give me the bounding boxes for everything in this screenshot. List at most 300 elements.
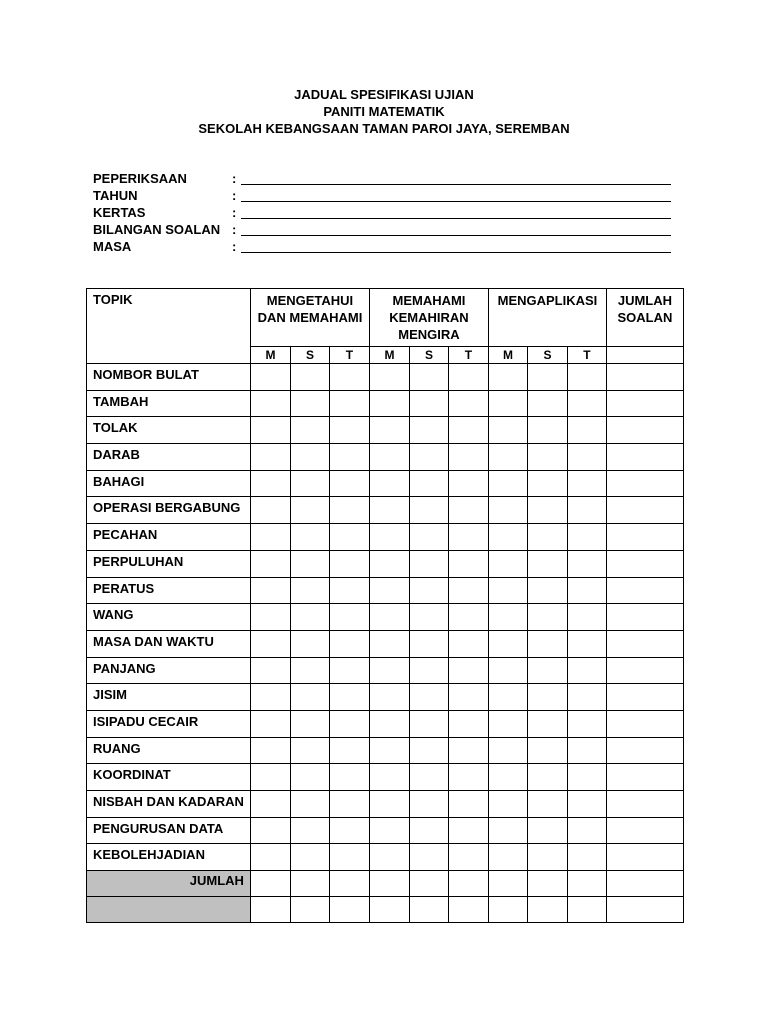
table-cell[interactable] (290, 470, 329, 497)
table-cell[interactable] (290, 764, 329, 791)
total-header-line: JUMLAH (617, 293, 673, 308)
table-cell[interactable] (409, 710, 448, 737)
table-cell[interactable] (369, 604, 409, 631)
table-cell[interactable] (290, 817, 329, 844)
table-row (87, 657, 684, 684)
table-cell[interactable] (567, 417, 606, 444)
table-cell[interactable] (409, 550, 448, 577)
table-cell[interactable] (250, 630, 290, 657)
table-cell[interactable] (488, 897, 527, 923)
table-cell[interactable] (606, 657, 683, 684)
table-cell[interactable] (527, 524, 567, 551)
table-cell[interactable] (329, 364, 369, 391)
table-cell[interactable] (409, 604, 448, 631)
sub-header-cell: S (527, 347, 567, 364)
table-cell[interactable] (250, 684, 290, 711)
table-row (87, 844, 684, 871)
table-cell[interactable] (606, 444, 683, 471)
topic-cell: BAHAGI (87, 470, 251, 497)
sub-header-cell: T (448, 347, 488, 364)
table-cell[interactable] (606, 470, 683, 497)
table-cell[interactable] (329, 550, 369, 577)
table-cell[interactable] (567, 897, 606, 923)
table-cell[interactable] (290, 604, 329, 631)
table-row (87, 524, 684, 551)
field-blank-line[interactable] (241, 184, 671, 185)
table-cell[interactable] (567, 710, 606, 737)
table-cell[interactable] (606, 630, 683, 657)
table-cell[interactable] (369, 791, 409, 818)
table-cell[interactable] (567, 817, 606, 844)
table-cell[interactable] (527, 630, 567, 657)
table-cell[interactable] (290, 844, 329, 871)
table-cell[interactable] (606, 871, 683, 897)
table-cell[interactable] (606, 844, 683, 871)
table-cell[interactable] (329, 817, 369, 844)
topic-cell: WANG (87, 604, 251, 631)
table-cell[interactable] (488, 791, 527, 818)
table-cell[interactable] (527, 897, 567, 923)
table-cell[interactable] (527, 577, 567, 604)
table-cell[interactable] (250, 470, 290, 497)
table-cell[interactable] (488, 710, 527, 737)
table-cell[interactable] (567, 524, 606, 551)
table-cell[interactable] (290, 577, 329, 604)
table-cell[interactable] (250, 657, 290, 684)
table-cell[interactable] (329, 710, 369, 737)
table-cell[interactable] (606, 577, 683, 604)
table-cell[interactable] (527, 710, 567, 737)
group-header-line: MEMAHAMI (392, 293, 466, 308)
table-cell[interactable] (567, 550, 606, 577)
table-cell[interactable] (409, 630, 448, 657)
table-cell[interactable] (606, 550, 683, 577)
table-cell[interactable] (369, 710, 409, 737)
table-cell[interactable] (527, 390, 567, 417)
table-cell[interactable] (369, 497, 409, 524)
table-cell[interactable] (290, 737, 329, 764)
table-row (87, 550, 684, 577)
table-cell[interactable] (290, 417, 329, 444)
table-row (87, 737, 684, 764)
grey-row (87, 897, 684, 923)
table-cell[interactable] (606, 417, 683, 444)
table-row (87, 791, 684, 818)
total-header-line: SOALAN (617, 310, 673, 325)
sub-header-cell: T (329, 347, 369, 364)
table-cell[interactable] (606, 737, 683, 764)
table-row (87, 497, 684, 524)
table-cell[interactable] (290, 897, 329, 923)
table-cell[interactable] (329, 497, 369, 524)
table-cell[interactable] (250, 737, 290, 764)
table-cell[interactable] (250, 897, 290, 923)
table-cell[interactable] (488, 684, 527, 711)
table-cell[interactable] (488, 737, 527, 764)
table-cell[interactable] (369, 364, 409, 391)
table-cell[interactable] (409, 417, 448, 444)
group-header-line: DAN MEMAHAMI (257, 310, 363, 325)
field-row (93, 204, 673, 221)
table-cell[interactable] (567, 657, 606, 684)
table-cell[interactable] (290, 630, 329, 657)
table-cell[interactable] (369, 817, 409, 844)
table-cell[interactable] (250, 844, 290, 871)
table-cell[interactable] (409, 871, 448, 897)
table-cell[interactable] (329, 844, 369, 871)
table-cell[interactable] (409, 897, 448, 923)
group-header-memahami (369, 289, 488, 347)
topic-cell: KOORDINAT (87, 764, 251, 791)
table-cell[interactable] (290, 444, 329, 471)
table-cell[interactable] (448, 844, 488, 871)
table-cell[interactable] (448, 417, 488, 444)
table-cell[interactable] (606, 364, 683, 391)
table-cell[interactable] (250, 710, 290, 737)
table-cell[interactable] (448, 630, 488, 657)
sub-header-cell: S (409, 347, 448, 364)
group-header-mengetahui (250, 289, 369, 347)
table-cell[interactable] (448, 897, 488, 923)
table-cell[interactable] (448, 737, 488, 764)
field-blank-line[interactable] (241, 201, 671, 202)
field-blank-line[interactable] (241, 235, 671, 236)
table-cell[interactable] (567, 364, 606, 391)
table-cell[interactable] (369, 470, 409, 497)
table-cell[interactable] (369, 524, 409, 551)
topic-cell: PECAHAN (87, 524, 251, 551)
table-cell[interactable] (448, 791, 488, 818)
table-cell[interactable] (448, 577, 488, 604)
field-label: KERTAS (93, 205, 146, 220)
group-header-line: MENGAPLIKASI (497, 293, 598, 308)
topic-cell: NISBAH DAN KADARAN (87, 791, 251, 818)
table-cell[interactable] (329, 764, 369, 791)
table-cell[interactable] (527, 444, 567, 471)
table-cell[interactable] (606, 764, 683, 791)
table-cell[interactable] (329, 417, 369, 444)
table-cell[interactable] (250, 390, 290, 417)
table-cell[interactable] (369, 737, 409, 764)
table-cell[interactable] (290, 550, 329, 577)
table-cell[interactable] (606, 791, 683, 818)
table-cell[interactable] (606, 817, 683, 844)
table-cell[interactable] (250, 550, 290, 577)
table-cell[interactable] (448, 497, 488, 524)
table-cell[interactable] (250, 364, 290, 391)
table-cell[interactable] (488, 497, 527, 524)
table-cell[interactable] (527, 764, 567, 791)
table-cell[interactable] (369, 657, 409, 684)
field-colon: : (232, 171, 237, 186)
table-cell[interactable] (250, 577, 290, 604)
table-cell[interactable] (488, 871, 527, 897)
table-cell[interactable] (567, 497, 606, 524)
table-cell[interactable] (409, 764, 448, 791)
table-cell[interactable] (409, 684, 448, 711)
table-cell[interactable] (488, 630, 527, 657)
table-cell[interactable] (409, 791, 448, 818)
table-cell[interactable] (488, 390, 527, 417)
table-cell[interactable] (488, 577, 527, 604)
table-cell[interactable] (409, 444, 448, 471)
group-header-mengaplikasi (488, 289, 606, 347)
table-cell[interactable] (369, 577, 409, 604)
grey-label-cell (87, 897, 251, 923)
table-cell[interactable] (488, 524, 527, 551)
table-cell[interactable] (527, 364, 567, 391)
table-cell[interactable] (369, 550, 409, 577)
table-cell[interactable] (329, 390, 369, 417)
table-row (87, 577, 684, 604)
field-colon: : (232, 222, 237, 237)
total-row-label: JUMLAH (87, 871, 251, 897)
table-cell[interactable] (488, 764, 527, 791)
table-cell[interactable] (290, 364, 329, 391)
table-cell[interactable] (488, 817, 527, 844)
table-cell[interactable] (250, 444, 290, 471)
table-cell[interactable] (567, 764, 606, 791)
table-cell[interactable] (448, 657, 488, 684)
table-row (87, 764, 684, 791)
table-cell[interactable] (290, 710, 329, 737)
table-cell[interactable] (329, 791, 369, 818)
table-cell[interactable] (448, 764, 488, 791)
topic-cell: DARAB (87, 444, 251, 471)
field-row (93, 238, 673, 255)
table-row (87, 817, 684, 844)
table-cell[interactable] (409, 817, 448, 844)
group-header-line: MENGIRA (398, 327, 460, 342)
topic-cell: JISIM (87, 684, 251, 711)
table-cell[interactable] (409, 390, 448, 417)
table-cell[interactable] (448, 710, 488, 737)
exam-info-fields (93, 170, 673, 255)
table-cell[interactable] (488, 604, 527, 631)
topic-cell: PANJANG (87, 657, 251, 684)
table-cell[interactable] (606, 684, 683, 711)
table-cell[interactable] (250, 791, 290, 818)
topic-cell: TOLAK (87, 417, 251, 444)
table-cell[interactable] (329, 737, 369, 764)
field-label: TAHUN (93, 188, 138, 203)
table-cell[interactable] (369, 844, 409, 871)
table-cell[interactable] (290, 497, 329, 524)
field-colon: : (232, 188, 237, 203)
field-blank-line[interactable] (241, 252, 671, 253)
table-cell[interactable] (606, 524, 683, 551)
table-cell[interactable] (409, 844, 448, 871)
document-subtitle-panel: PANITI MATEMATIK (323, 104, 445, 119)
table-cell[interactable] (527, 604, 567, 631)
topic-cell: NOMBOR BULAT (87, 364, 251, 391)
table-cell[interactable] (527, 684, 567, 711)
sub-header-cell: M (369, 347, 409, 364)
table-cell[interactable] (329, 897, 369, 923)
field-label: BILANGAN SOALAN (93, 222, 221, 237)
table-cell[interactable] (448, 550, 488, 577)
table-cell[interactable] (448, 470, 488, 497)
table-cell[interactable] (567, 630, 606, 657)
table-cell[interactable] (527, 871, 567, 897)
group-header-line: KEMAHIRAN (389, 310, 469, 325)
table-cell[interactable] (527, 497, 567, 524)
table-cell[interactable] (290, 871, 329, 897)
table-cell[interactable] (329, 657, 369, 684)
table-cell[interactable] (329, 444, 369, 471)
table-cell[interactable] (488, 550, 527, 577)
field-row (93, 187, 673, 204)
table-cell[interactable] (250, 764, 290, 791)
table-cell[interactable] (606, 710, 683, 737)
sub-header-cell: S (290, 347, 329, 364)
field-row (93, 170, 673, 187)
table-cell[interactable] (409, 470, 448, 497)
table-cell[interactable] (527, 657, 567, 684)
table-cell[interactable] (527, 791, 567, 818)
table-cell[interactable] (567, 684, 606, 711)
table-cell[interactable] (448, 444, 488, 471)
topic-cell: TAMBAH (87, 390, 251, 417)
table-cell[interactable] (527, 817, 567, 844)
table-cell[interactable] (329, 470, 369, 497)
field-row (93, 221, 673, 238)
table-cell[interactable] (488, 444, 527, 471)
table-cell[interactable] (527, 470, 567, 497)
specification-table (86, 288, 684, 923)
topic-cell: OPERASI BERGABUNG (87, 497, 251, 524)
table-cell[interactable] (329, 630, 369, 657)
table-cell[interactable] (527, 737, 567, 764)
topic-cell: KEBOLEHJADIAN (87, 844, 251, 871)
table-cell[interactable] (448, 524, 488, 551)
table-cell[interactable] (567, 444, 606, 471)
topic-cell: MASA DAN WAKTU (87, 630, 251, 657)
field-colon: : (232, 205, 237, 220)
table-cell[interactable] (369, 871, 409, 897)
table-cell[interactable] (488, 470, 527, 497)
table-cell[interactable] (329, 577, 369, 604)
table-cell[interactable] (488, 844, 527, 871)
topic-cell: ISIPADU CECAIR (87, 710, 251, 737)
table-row (87, 390, 684, 417)
table-cell[interactable] (250, 524, 290, 551)
table-cell[interactable] (527, 844, 567, 871)
table-cell[interactable] (488, 364, 527, 391)
table-cell[interactable] (567, 390, 606, 417)
table-cell[interactable] (290, 657, 329, 684)
topic-cell: PENGURUSAN DATA (87, 817, 251, 844)
table-cell[interactable] (409, 577, 448, 604)
table-cell[interactable] (567, 604, 606, 631)
sub-header-cell: T (567, 347, 606, 364)
table-cell[interactable] (448, 871, 488, 897)
table-cell[interactable] (448, 390, 488, 417)
table-row (87, 470, 684, 497)
table-cell[interactable] (606, 604, 683, 631)
table-cell[interactable] (369, 897, 409, 923)
table-row (87, 417, 684, 444)
document-title: JADUAL SPESIFIKASI UJIAN (294, 87, 474, 102)
table-cell[interactable] (606, 497, 683, 524)
sub-header-cell: M (488, 347, 527, 364)
table-cell[interactable] (250, 871, 290, 897)
table-cell[interactable] (409, 737, 448, 764)
table-cell[interactable] (448, 817, 488, 844)
table-cell[interactable] (527, 550, 567, 577)
table-cell[interactable] (567, 470, 606, 497)
table-cell[interactable] (567, 871, 606, 897)
table-cell[interactable] (369, 417, 409, 444)
table-cell[interactable] (448, 604, 488, 631)
table-cell[interactable] (369, 630, 409, 657)
table-cell[interactable] (409, 657, 448, 684)
table-cell[interactable] (290, 390, 329, 417)
table-cell[interactable] (329, 684, 369, 711)
table-row (87, 710, 684, 737)
table-cell[interactable] (250, 497, 290, 524)
table-cell[interactable] (329, 524, 369, 551)
table-cell[interactable] (250, 417, 290, 444)
field-blank-line[interactable] (241, 218, 671, 219)
table-cell[interactable] (369, 390, 409, 417)
table-cell[interactable] (250, 604, 290, 631)
document-subtitle-school: SEKOLAH KEBANGSAAN TAMAN PAROI JAYA, SEREMBAN (198, 121, 570, 136)
table-cell[interactable] (290, 791, 329, 818)
total-row (87, 871, 684, 897)
field-colon: : (232, 239, 237, 254)
topic-column-header: TOPIK (87, 289, 251, 364)
table-row (87, 684, 684, 711)
sub-header-cell: M (250, 347, 290, 364)
table-cell[interactable] (448, 364, 488, 391)
table-cell[interactable] (567, 844, 606, 871)
document-title-block (0, 86, 768, 137)
table-cell[interactable] (409, 524, 448, 551)
table-row (87, 364, 684, 391)
table-cell[interactable] (290, 524, 329, 551)
table-cell[interactable] (409, 497, 448, 524)
topic-cell: RUANG (87, 737, 251, 764)
table-row (87, 630, 684, 657)
field-label: PEPERIKSAAN (93, 171, 187, 186)
table-cell[interactable] (448, 684, 488, 711)
table-cell[interactable] (567, 577, 606, 604)
table-cell[interactable] (250, 817, 290, 844)
table-cell[interactable] (488, 657, 527, 684)
table-cell[interactable] (329, 871, 369, 897)
sub-header-empty-cell (606, 347, 683, 364)
table-row (87, 444, 684, 471)
topic-cell: PERATUS (87, 577, 251, 604)
table-cell[interactable] (329, 604, 369, 631)
table-cell[interactable] (369, 764, 409, 791)
table-cell[interactable] (488, 417, 527, 444)
table-cell[interactable] (606, 390, 683, 417)
total-questions-header (606, 289, 683, 347)
table-cell[interactable] (290, 684, 329, 711)
table-cell[interactable] (567, 737, 606, 764)
table-cell[interactable] (409, 364, 448, 391)
table-cell[interactable] (567, 791, 606, 818)
table-cell[interactable] (606, 897, 683, 923)
topic-cell: PERPULUHAN (87, 550, 251, 577)
table-cell[interactable] (527, 417, 567, 444)
table-row (87, 604, 684, 631)
table-cell[interactable] (369, 444, 409, 471)
table-cell[interactable] (369, 684, 409, 711)
field-label: MASA (93, 239, 132, 254)
